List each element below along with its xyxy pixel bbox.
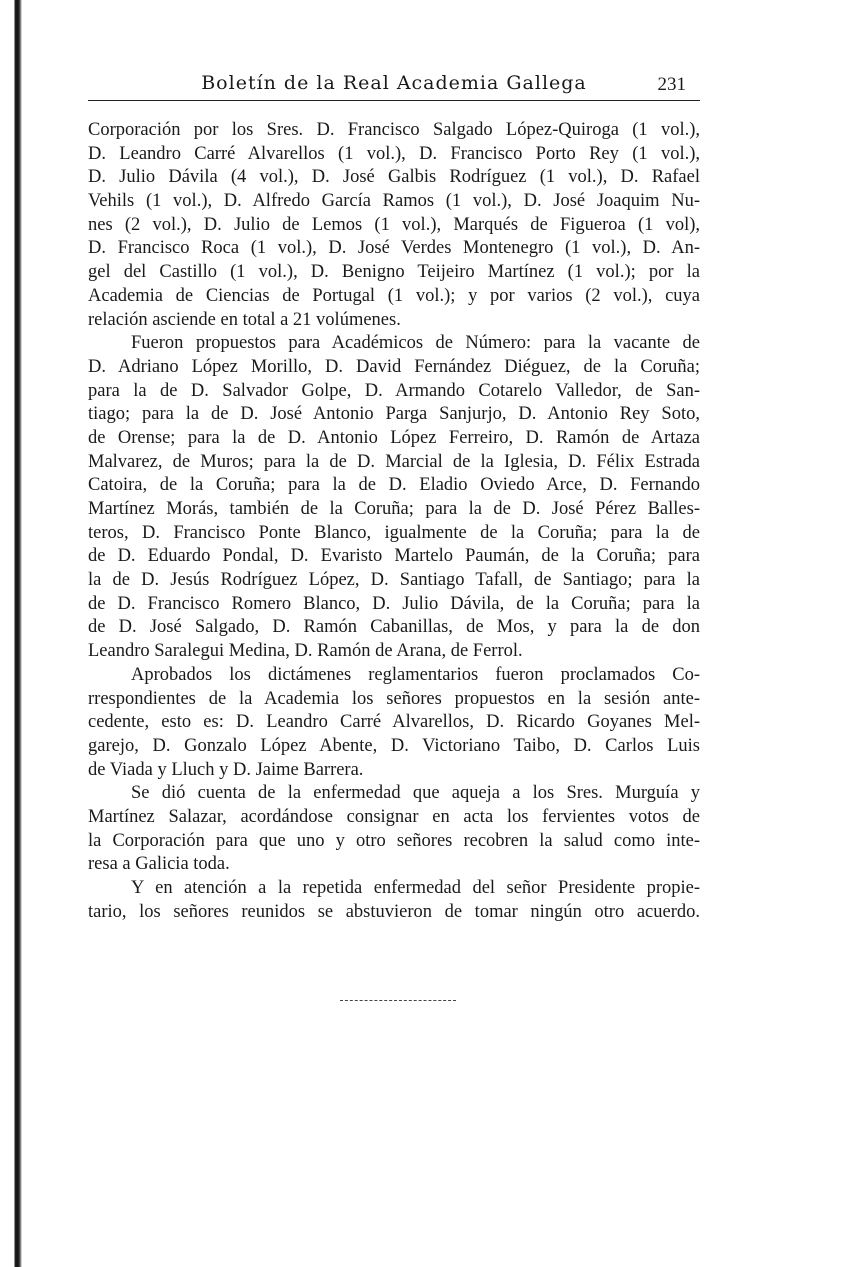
text-line: Y en atención a la repetida enfermedad del señor Presidente propie- <box>131 878 700 898</box>
running-title: Boletín de la Real Academia Gallega <box>201 72 587 94</box>
paragraph <box>88 332 700 664</box>
text-line: para la de D. Salvador Golpe, D. Armando Cotarelo Valledor, de San- <box>88 380 700 401</box>
text-line: Academia de Ciencias de Portugal (1 vol.); y por varios (2 vol.), cuya <box>88 285 700 306</box>
text-line: Martínez Salazar, acordándose consignar en acta los fervientes votos de <box>88 806 700 827</box>
text-line: gel del Castillo (1 vol.), D. Benigno Teijeiro Martínez (1 vol.); por la <box>88 262 700 283</box>
text-line: Fueron propuestos para Académicos de Número: para la vacante de <box>131 333 700 354</box>
text-line: relación asciende en total a 21 volúmenes. <box>88 309 401 330</box>
text-line: tiago; para la de D. José Antonio Parga Sanjurjo, D. Antonio Rey Soto, <box>88 404 700 425</box>
text-line: teros, D. Francisco Ponte Blanco, igualmente de la Coruña; para la de <box>88 522 700 543</box>
page-number: 231 <box>657 74 686 95</box>
text-line: D. Julio Dávila (4 vol.), D. José Galbis Rodríguez (1 vol.), D. Rafael <box>88 167 700 188</box>
text-line: de Viada y Lluch y D. Jaime Barrera. <box>88 759 364 780</box>
page-header <box>88 66 700 101</box>
text-line: Se dió cuenta de la enfermedad que aqueja a los Sres. Murguía y <box>131 783 700 804</box>
text-line: Martínez Morás, también de la Coruña; para la de D. José Pérez Balles- <box>88 499 700 519</box>
text-line: de D. Francisco Romero Blanco, D. Julio Dávila, de la Coruña; para la <box>88 593 700 614</box>
text-line: Leandro Saralegui Medina, D. Ramón de Arana, de Ferrol. <box>88 641 523 662</box>
text-line: Malvarez, de Muros; para la de D. Marcial de la Iglesia, D. Félix Estrada <box>88 451 700 472</box>
text-line: cedente, esto es: D. Leandro Carré Alvarellos, D. Ricardo Goyanes Mel- <box>88 712 700 733</box>
body-text <box>88 119 700 924</box>
text-line: Vehils (1 vol.), D. Alfredo García Ramos (1 vol.), D. José Joaquim Nu- <box>88 191 700 212</box>
text-line: rrespondientes de la Academia los señores propuestos en la sesión ante- <box>88 688 700 709</box>
scan-binding-edge <box>0 0 22 1267</box>
text-line: nes (2 vol.), D. Julio de Lemos (1 vol.), Marqués de Figueroa (1 vol), <box>88 214 700 235</box>
text-line: de D. José Salgado, D. Ramón Cabanillas, de Mos, y para la de don <box>88 617 700 638</box>
paragraph <box>88 664 700 782</box>
paragraph <box>88 877 700 924</box>
text-line: la Corporación para que uno y otro señores recobren la salud como inte- <box>88 830 700 851</box>
text-line: D. Adriano López Morillo, D. David Fernández Diéguez, de la Coruña; <box>88 356 700 377</box>
paragraph <box>88 119 700 332</box>
text-line: Aprobados los dictámenes reglamentarios fueron proclamados Co- <box>131 664 700 685</box>
text-line: D. Leandro Carré Alvarellos (1 vol.), D. Francisco Porto Rey (1 vol.), <box>88 143 700 164</box>
text-line: de D. Eduardo Pondal, D. Evaristo Martelo Paumán, de la Coruña; para <box>88 546 700 567</box>
text-line: resa a Galicia toda. <box>88 854 230 875</box>
text-line: Corporación por los Sres. D. Francisco Salgado López-Quiroga (1 vol.), <box>88 120 700 140</box>
text-line: de Orense; para la de D. Antonio López Ferreiro, D. Ramón de Artaza <box>88 427 700 448</box>
text-line: D. Francisco Roca (1 vol.), D. José Verdes Montenegro (1 vol.), D. An- <box>88 238 700 259</box>
paragraph <box>88 782 700 877</box>
text-line: la de D. Jesús Rodríguez López, D. Santiago Tafall, de Santiago; para la <box>88 570 700 591</box>
text-line: tario, los señores reunidos se abstuvieron de tomar ningún otro acuerdo. <box>88 901 700 922</box>
text-line: garejo, D. Gonzalo López Abente, D. Victoriano Taibo, D. Carlos Luis <box>88 735 700 756</box>
text-line: Catoira, de la Coruña; para la de D. Eladio Oviedo Arce, D. Fernando <box>88 475 700 496</box>
end-rule <box>340 1000 456 1001</box>
